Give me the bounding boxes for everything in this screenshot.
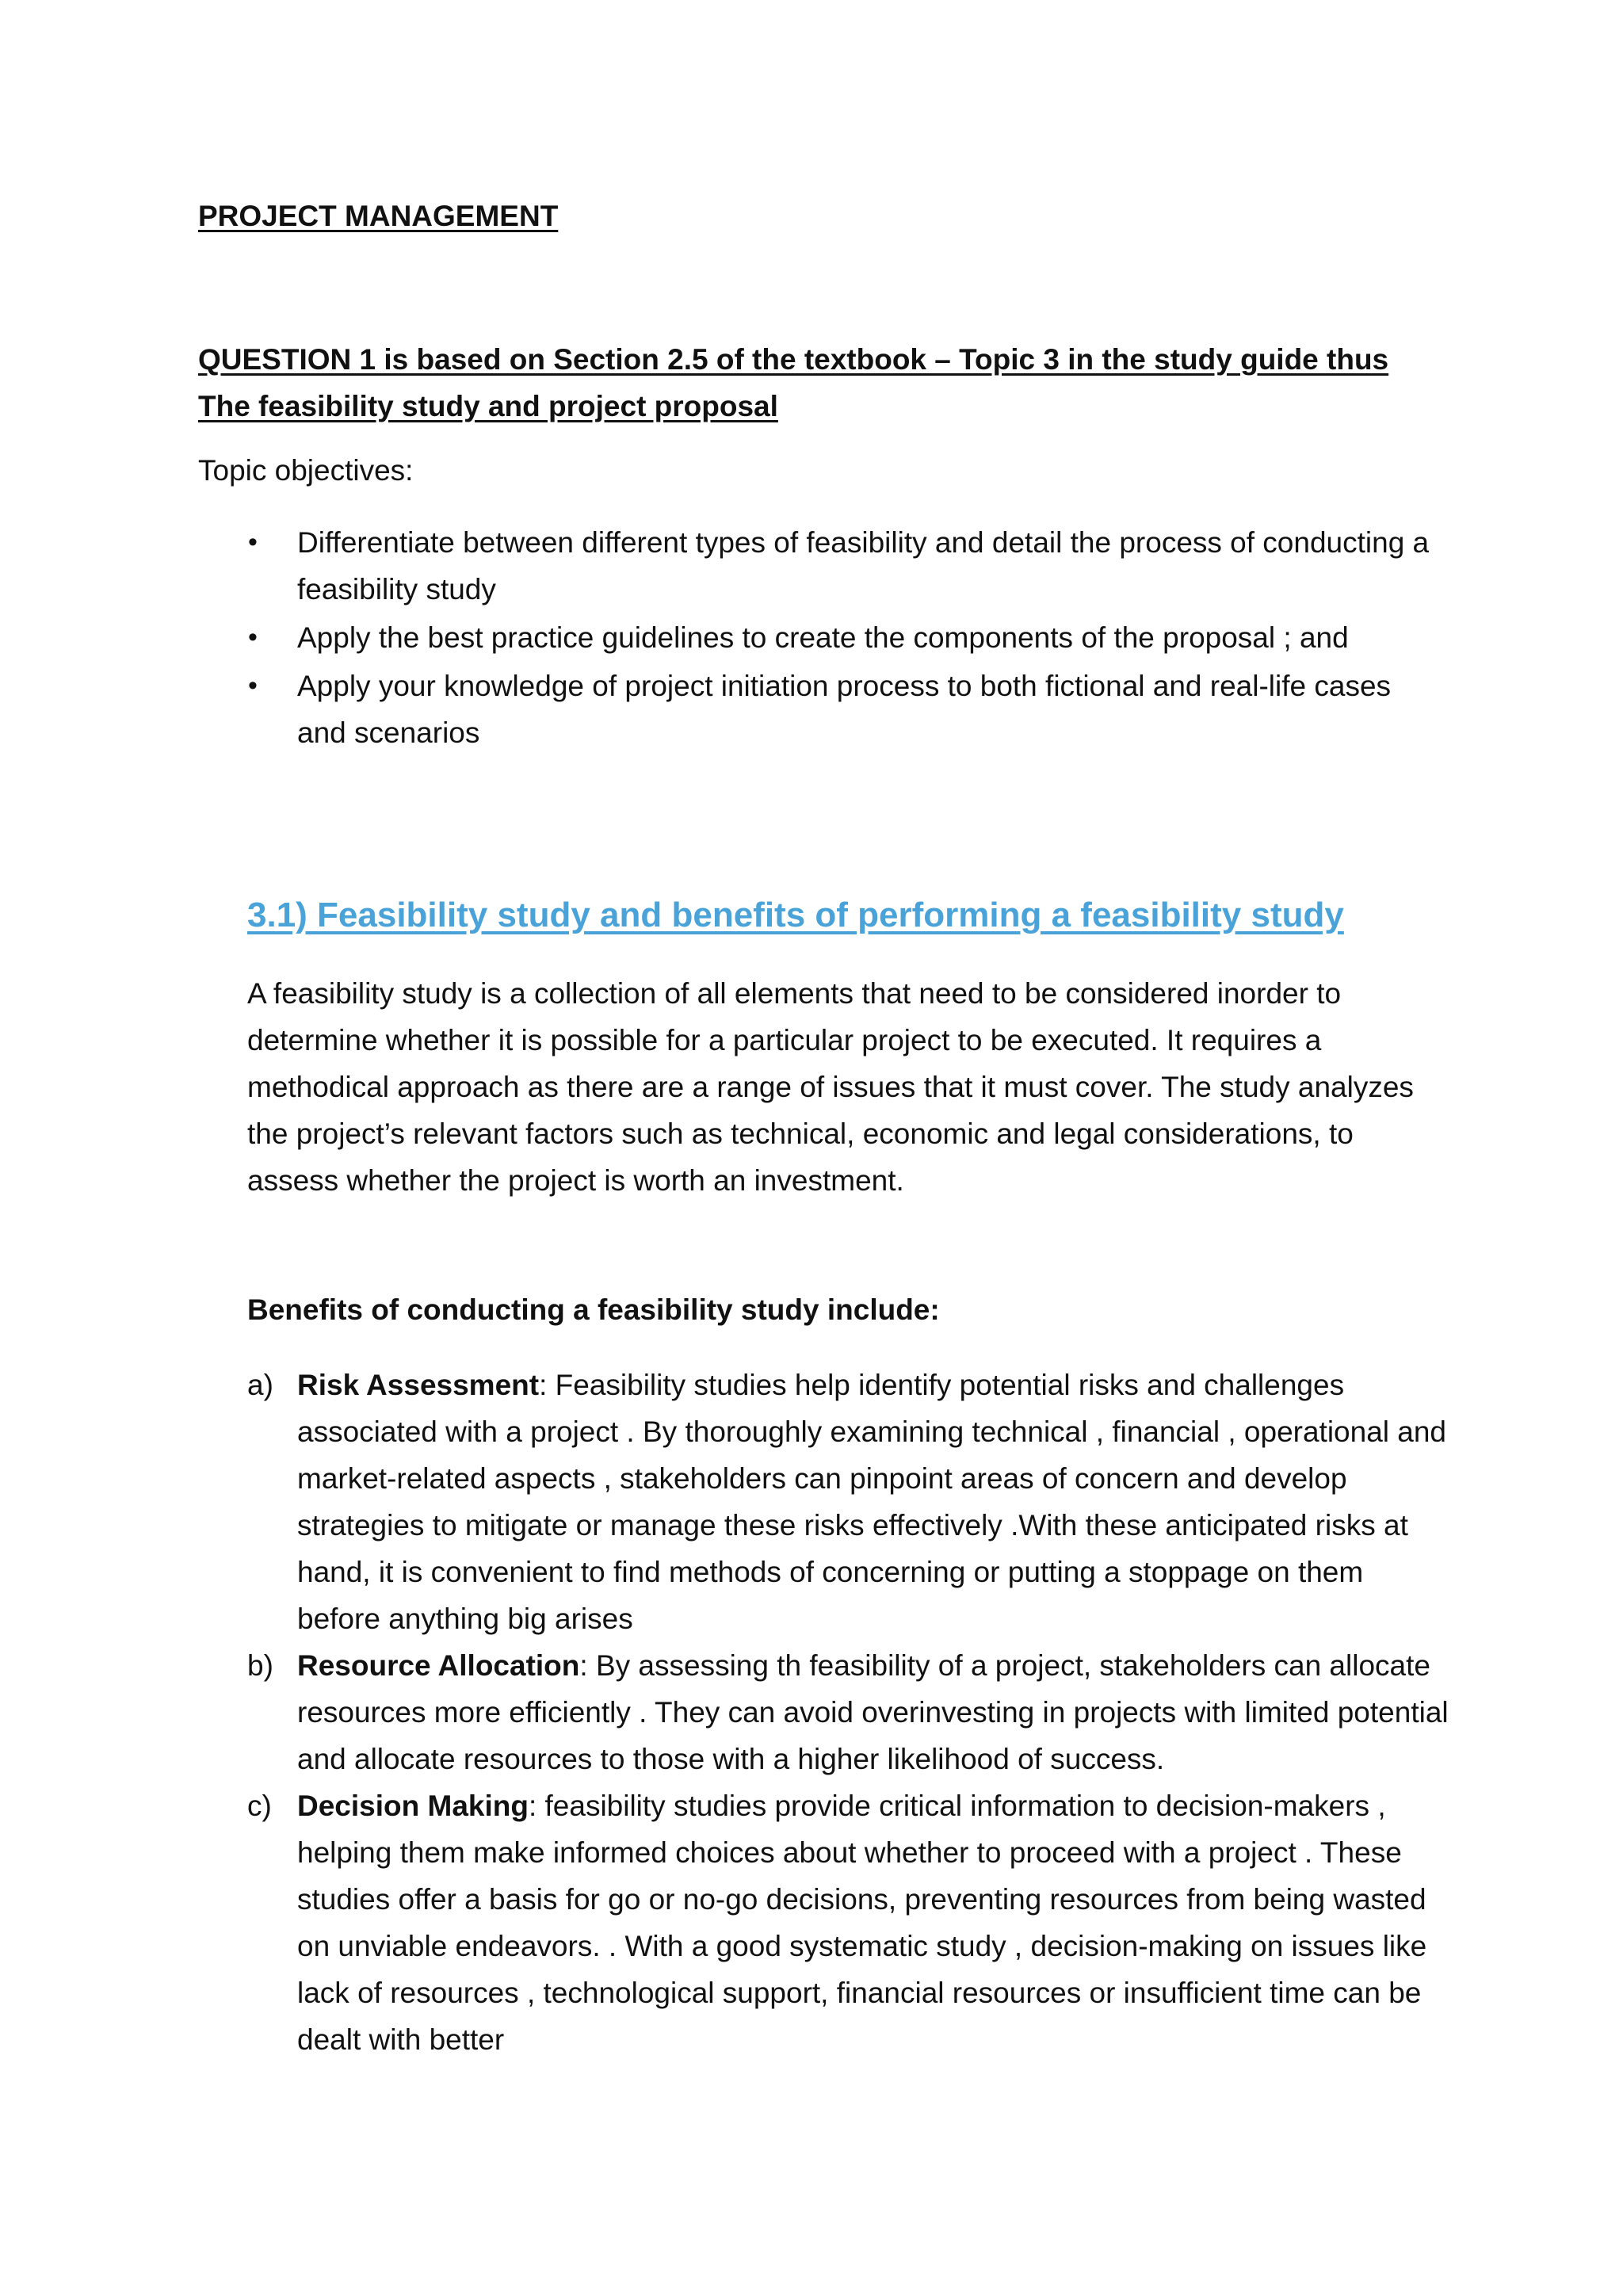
list-marker: c) (247, 1790, 272, 1822)
bullet-icon: • (248, 670, 258, 701)
list-item (247, 1362, 1452, 1642)
benefits-list (247, 1362, 1452, 2063)
benefit-text: : Feasibility studies help identify potential risks and challenges associated with a project . By thoroughly examining technical , financial , operational and market-related aspects , stakeholders can pinpoint areas of concern and develop strategies to mitigate or manage these risks effectively .With these anticipated risks at hand, it is convenient to find methods of concerning or putting a stoppage on them before anything big arises (297, 1369, 1447, 1635)
section-heading: 3.1) Feasibility study and benefits of performing a feasibility study (247, 896, 1344, 934)
list-marker: b) (247, 1649, 273, 1682)
list-item (198, 614, 1442, 661)
list-item (247, 1782, 1452, 2063)
benefit-text: : feasibility studies provide critical information to decision-makers , helping them make informed choices about whether to proceed with a project . These studies offer a basis for go or no-go decisions, preventing resources from being wasted on unviable endeavors. . With a good systematic study , decision-making on issues like lack of resources , technological support, financial resources or insufficient time can be dealt with better (297, 1790, 1427, 2056)
objective-text: Apply the best practice guidelines to create the components of the proposal ; and (297, 621, 1349, 654)
objectives-label: Topic objectives: (198, 454, 414, 487)
list-marker: a) (247, 1369, 273, 1401)
benefit-term: Resource Allocation (297, 1649, 580, 1682)
intro-paragraph: A feasibility study is a collection of all elements that need to be considered inorder to determine whether it is possible for a particular project to be executed. It requires a methodical approach as there are a range of issues that it must cover. The study analyzes the project’s relevant factors such as technical, economic and legal considerations, to assess whether the project is worth an investment. (247, 977, 1414, 1197)
bullet-icon: • (248, 622, 258, 652)
objective-text: Apply your knowledge of project initiation process to both fictional and real-life cases and scenarios (297, 670, 1392, 749)
question-heading (198, 336, 1434, 430)
list-item (198, 663, 1442, 756)
objective-text: Differentiate between different types of feasibility and detail the process of conducting a feasibility study (297, 526, 1430, 606)
bullet-icon: • (248, 527, 258, 557)
benefit-text: : By assessing th feasibility of a project, stakeholders can allocate resources more efficiently . They can avoid overinvesting in projects with limited potential and allocate resources to those with a higher likelihood of success. (297, 1649, 1449, 1775)
list-item (247, 1642, 1452, 1782)
benefits-heading: Benefits of conducting a feasibility study include: (247, 1293, 940, 1326)
objectives-list (198, 519, 1442, 758)
benefit-term: Decision Making (297, 1790, 529, 1822)
list-item (198, 519, 1442, 613)
document-title: PROJECT MANAGEMENT (198, 200, 559, 232)
question-heading-text: QUESTION 1 is based on Section 2.5 of the textbook – Topic 3 in the study guide thus The feasibility study and project proposal (198, 343, 1389, 422)
benefit-term: Risk Assessment (297, 1369, 540, 1401)
